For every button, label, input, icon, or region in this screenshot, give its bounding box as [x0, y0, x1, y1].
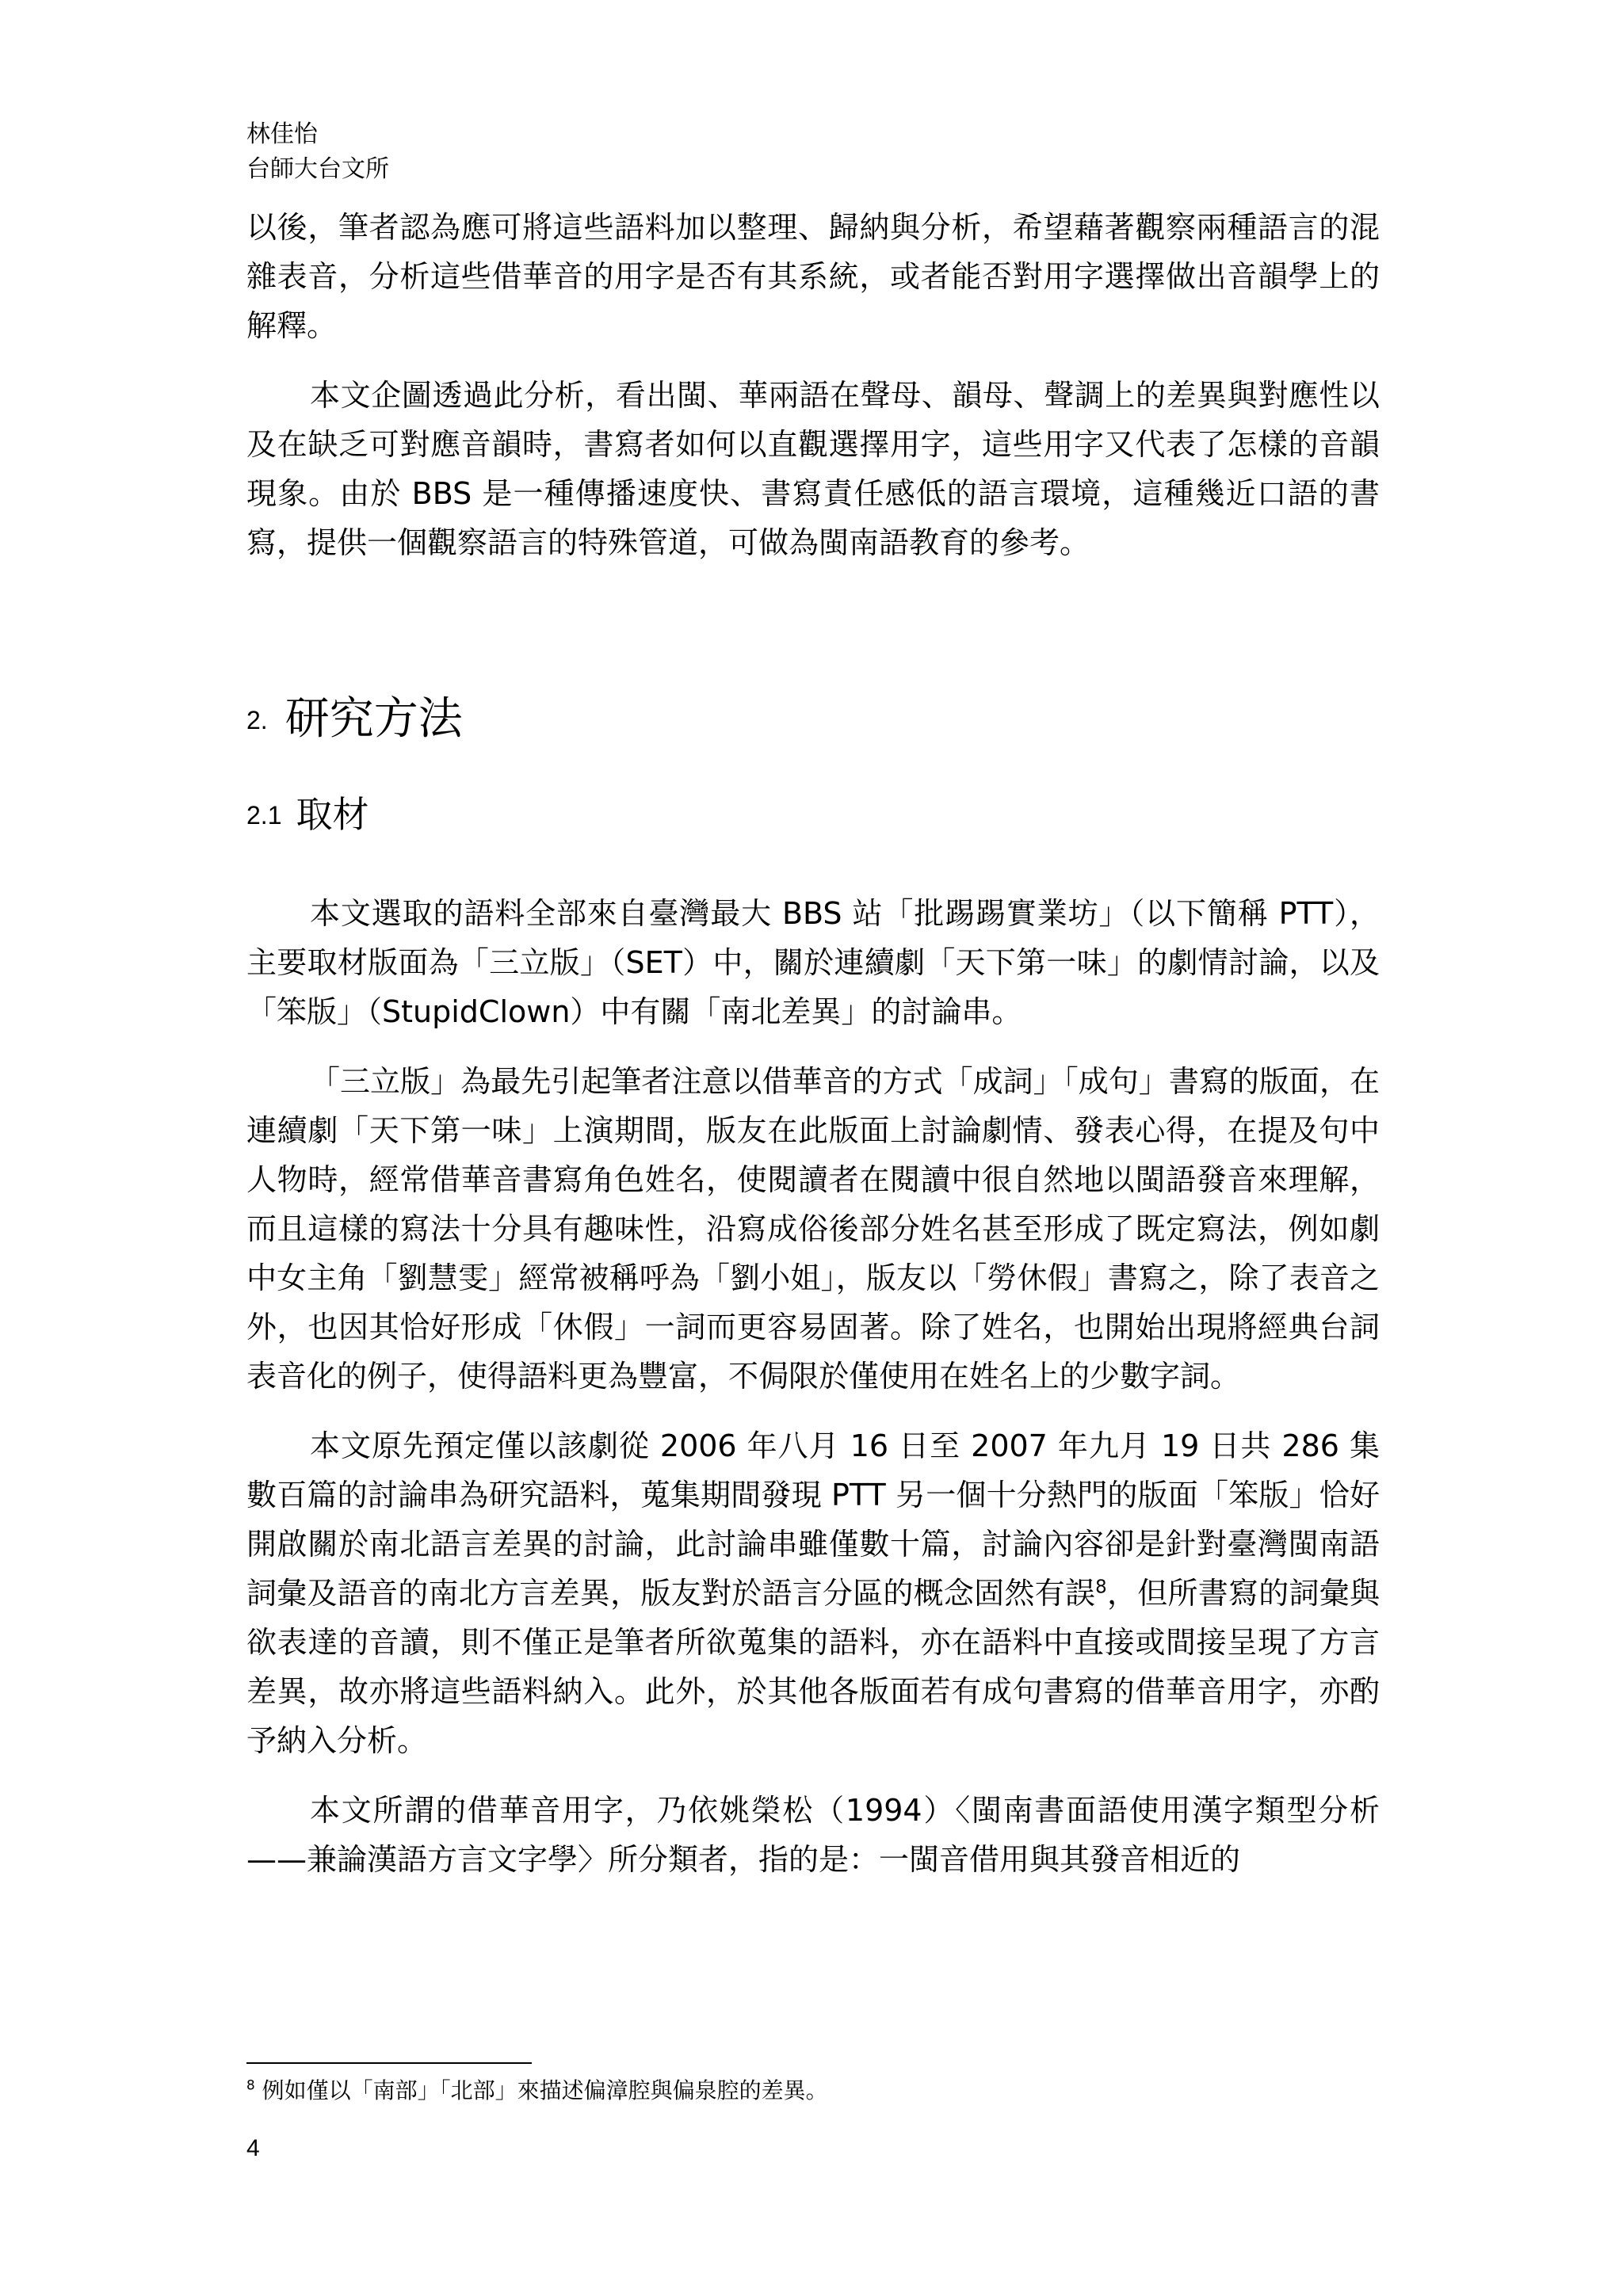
paragraph-collection-period [246, 1421, 1380, 1765]
paragraph-collection-period-text-cont: ，但所書寫的詞彙與欲表達的音讀，則不僅正是筆者所欲蒐集的語料，亦在語料中直接或間接呈現了方言差異，故亦將這些語料納入。此外，於其他各版面若有成句書寫的借華音用字，亦酌予納入分析。 [246, 1576, 1380, 1758]
paragraph-set-board: 「三立版」為最先引起筆者注意以借華音的方式「成詞」「成句」書寫的版面，在連續劇「天下第一味」上演期間，版友在此版面上討論劇情、發表心得，在提及句中人物時，經常借華音書寫角色姓名，使閱讀者在閱讀中很自然地以閩語發音來理解，而且這樣的寫法十分具有趣味性，沿寫成俗後部分姓名甚至形成了既定寫法，例如劇中女主角「劉慧雯」經常被稱呼為「劉小姐」，版友以「勞休假」書寫之，除了表音之外，也因其恰好形成「休假」一詞而更容易固著。除了姓名，也開始出現將經典台詞表音化的例子，使得語料更為豐富，不侷限於僅使用在姓名上的少數字詞。 [246, 1064, 1380, 1394]
paragraph-collection-period-text: 本文原先預定僅以該劇從 2006 年八月 16 日至 2007 年九月 19 日共 286 集數百篇的討論串為研究語料，蒐集期間發現 PTT 另一個十分熱門的版面「笨版」恰好開啟關於南北語言差異的討論，此討論串雖僅數十篇，討論內容卻是針對臺灣閩南語詞彙及語音的南北方言差異，版友對於語言分區的概念固然有誤 [246, 1428, 1380, 1611]
footnote-divider [246, 2062, 532, 2064]
author-affiliation: 台師大台文所 [246, 155, 389, 183]
intro-paragraph-continued: 以後，筆者認為應可將這些語料加以整理、歸納與分析，希望藉著觀察兩種語言的混雜表音，分析這些借華音的用字是否有其系統，或者能否對用字選擇做出音韻學上的解釋。 [246, 210, 1380, 343]
paragraph-corpus-source: 本文選取的語料全部來自臺灣最大 BBS 站「批踢踢實業坊」（以下簡稱 PTT），主要取材版面為「三立版」（SET）中，關於連續劇「天下第一味」的劇情討論，以及「笨版」（StupidClown）中有關「南北差異」的討論串。 [246, 896, 1380, 1029]
page-number: 4 [246, 2135, 260, 2161]
footnote [246, 2074, 828, 2107]
author-name: 林佳怡 [246, 120, 318, 148]
section-heading [246, 688, 463, 752]
footnote-reference[interactable]: 8 [1095, 1577, 1107, 1598]
content-block [246, 889, 1380, 1884]
intro-block [246, 203, 1380, 567]
paragraph-definition: 本文所謂的借華音用字，乃依姚榮松（1994）〈閩南書面語使用漢字類型分析——兼論漢語方言文字學〉所分類者，指的是：一閩音借用與其發音相近的 [246, 1793, 1380, 1877]
section-number: 2. [246, 706, 268, 734]
running-header [246, 117, 389, 187]
subsection-title: 取材 [296, 793, 369, 836]
footnote-marker: 8 [246, 2077, 255, 2093]
footnote-text: 例如僅以「南部」「北部」來描述偏漳腔與偏泉腔的差異。 [254, 2077, 828, 2103]
intro-paragraph-purpose: 本文企圖透過此分析，看出閩、華兩語在聲母、韻母、聲調上的差異與對應性以及在缺乏可對應音韻時，書寫者如何以直觀選擇用字，這些用字又代表了怎樣的音韻現象。由於 BBS 是一種傳播速度快、書寫責任感低的語言環境，這種幾近口語的書寫，提供一個觀察語言的特殊管道，可做為閩南語教育的參考。 [246, 378, 1380, 560]
section-title: 研究方法 [285, 693, 463, 745]
subsection-number: 2.1 [246, 801, 282, 830]
subsection-heading [246, 788, 369, 841]
